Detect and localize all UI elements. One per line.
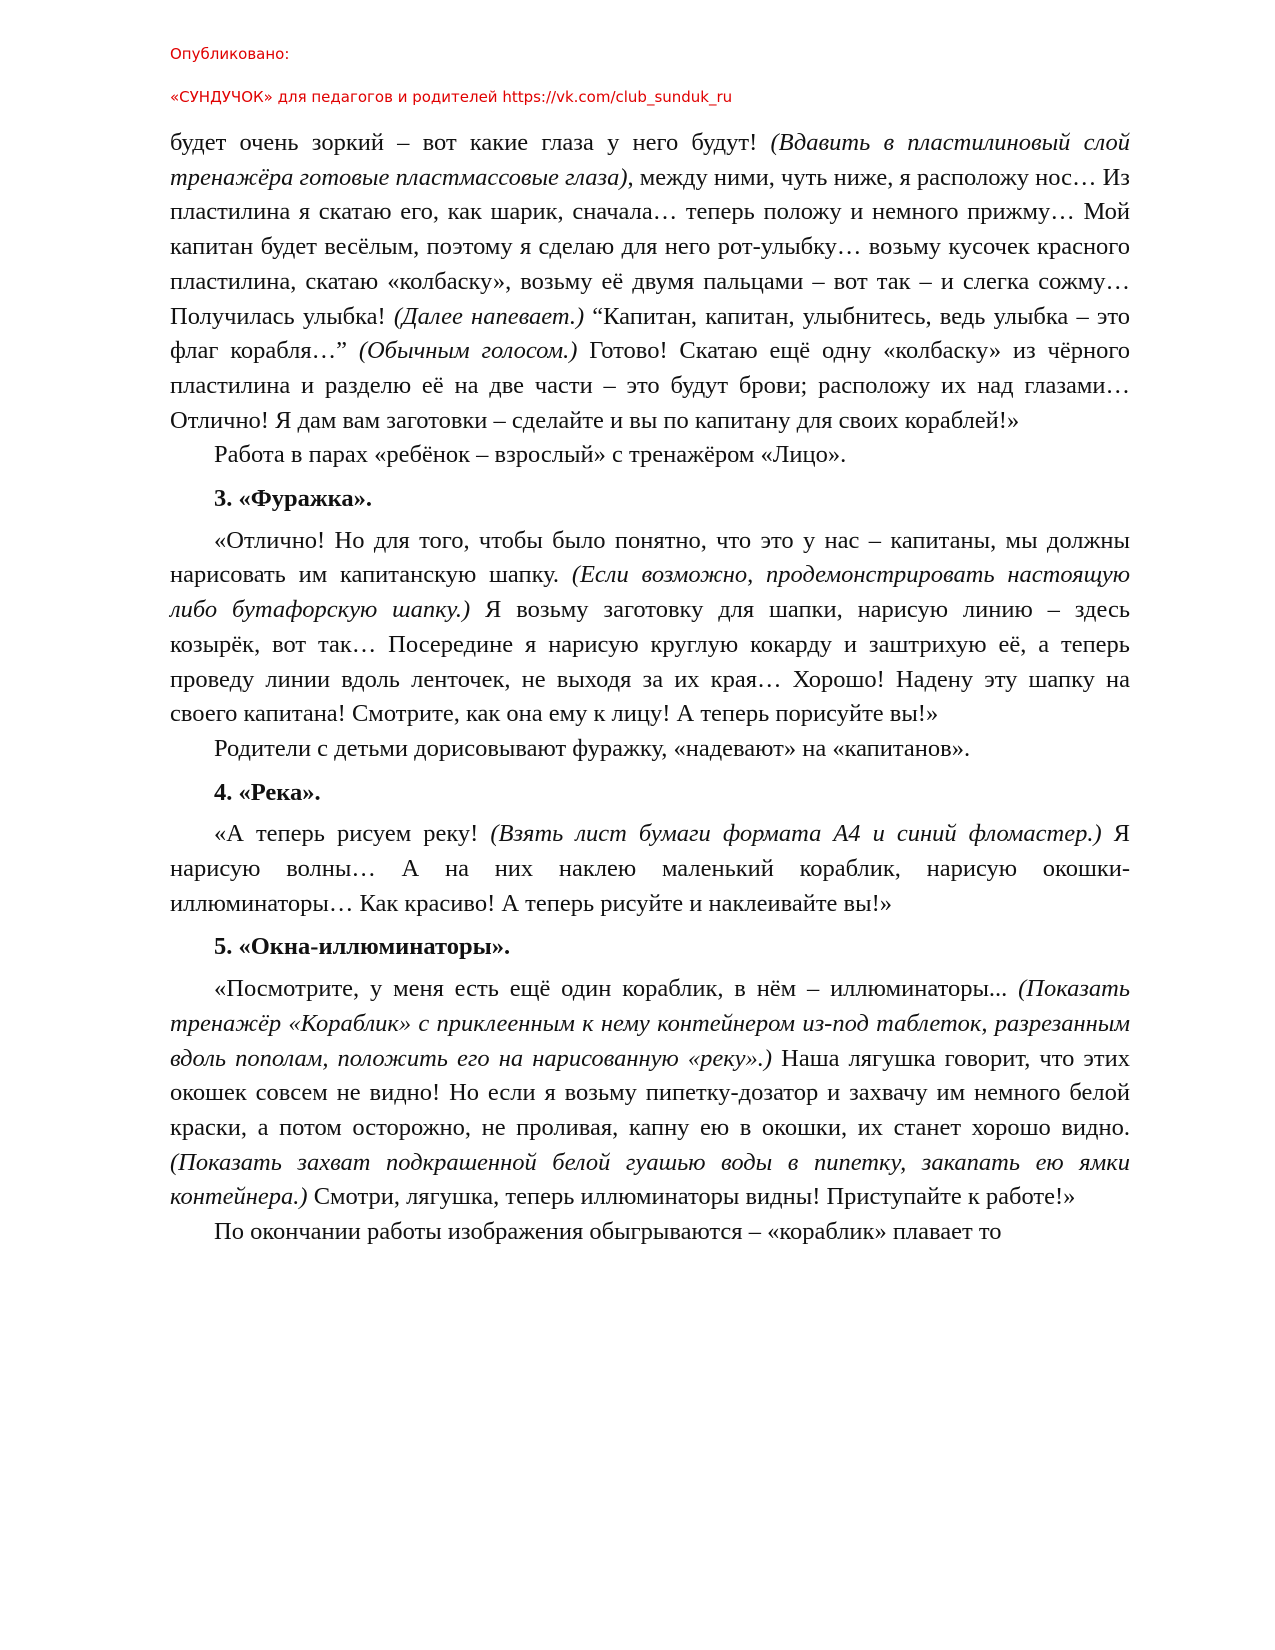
paragraph-ending: По окончании работы изображения обыгрываются – «кораблик» плавает то (214, 1218, 1002, 1246)
text-run: Наша лягушка говорит, что этих окошек совсем не видно! Но если я возьму пипетку-дозатор и захвачу им немного белой краски, а потом осторожно, не проливая, капну ею в окошки, их станет хорошо видно. (170, 1044, 1130, 1141)
paragraph-portholes (170, 972, 1130, 1215)
stage-direction: (Взять лист бумаги формата А4 и синий фломастер.) (490, 820, 1102, 848)
stage-direction: (Обычным голосом.) (358, 337, 578, 365)
paragraph-parents-draw: Родители с детьми дорисовывают фуражку, «надевают» на «капитанов». (214, 734, 971, 762)
text-run: Смотри, лягушка, теперь иллюминаторы видны! Приступайте к работе!» (307, 1183, 1076, 1211)
text-run: “Капитан, капитан, улыбнитесь, ведь улыбка – это флаг корабля…” (170, 302, 1130, 365)
text-run: , между ними, чуть ниже, я расположу нос… Из пластилина я скатаю его, как шарик, сначала… теперь положу и немного прижму… Мой капитан будет весёлым, поэтому я сделаю для него рот-улыбку… возьму кусочек красного пластилина, скатаю «колбаску», возьму её двумя пальцами – вот так – и слегка сожму… Получилась улыбка! (170, 163, 1130, 330)
stage-direction: (Показать захват подкрашенной белой гуашью воды в пипетку, закапать ею ямки контейнера.) (170, 1148, 1130, 1211)
section-heading-5: 5. «Окна-иллюминаторы». (214, 933, 511, 961)
source-line: «СУНДУЧОК» для педагогов и родителей https://vk.com/club_sunduk_ru (170, 88, 733, 106)
text-run: Готово! Скатаю ещё одну «колбаску» из чёрного пластилина и разделю её на две части – это будут брови; расположу их над глазами… Отлично! Я дам вам заготовки – сделайте и вы по капитану для своих кораблей!» (170, 337, 1131, 434)
text-run: будет очень зоркий – вот какие глаза у него будут! (170, 129, 771, 156)
text-run: «А теперь рисуем реку! (214, 820, 491, 848)
text-run: «Посмотрите, у меня есть ещё один кораблик, в нём – иллюминаторы... (214, 975, 1019, 1003)
paragraph-river (170, 817, 1130, 921)
paragraph-cap (170, 524, 1130, 732)
stage-direction: (Если возможно, продемонстрировать настоящую либо бутафорскую шапку.) (170, 561, 1130, 624)
stage-direction: (Вдавить в пластилиновый слой тренажёра готовые пластмассовые глаза) (170, 129, 1130, 191)
section-heading-4: 4. «Река». (214, 778, 321, 806)
text-run: «Отлично! Но для того, чтобы было понятно, что это у нас – капитаны, мы должны нарисовать им капитанскую шапку. (170, 526, 1130, 589)
paragraph-pair-work: Работа в парах «ребёнок – взрослый» с тренажёром «Лицо». (214, 441, 847, 469)
stage-direction: (Показать тренажёр «Кораблик» с приклеенным к нему контейнером из-под таблеток, разрезанным вдоль пополам, положить его на нарисованную «реку».) (170, 975, 1130, 1072)
published-label: Опубликовано: (170, 45, 290, 63)
section-heading-3: 3. «Фуражка». (214, 485, 373, 513)
paragraph-captain-face (170, 126, 1130, 438)
text-run: Я возьму заготовку для шапки, нарисую линию – здесь козырёк, вот так… Посередине я нарисую круглую кокарду и заштрихую её, а теперь проведу линии вдоль ленточек, не выходя за их края… Хорошо! Надену эту шапку на своего капитана! Смотрите, как она ему к лицу! А теперь порисуйте вы!» (170, 596, 1130, 728)
text-run: Я нарисую волны… А на них наклею маленький кораблик, нарисую окошки-иллюминаторы… Как красиво! А теперь рисуйте и наклеивайте вы!» (170, 820, 1130, 917)
stage-direction: (Далее напевает.) (393, 302, 585, 330)
document-body (170, 126, 1130, 1250)
